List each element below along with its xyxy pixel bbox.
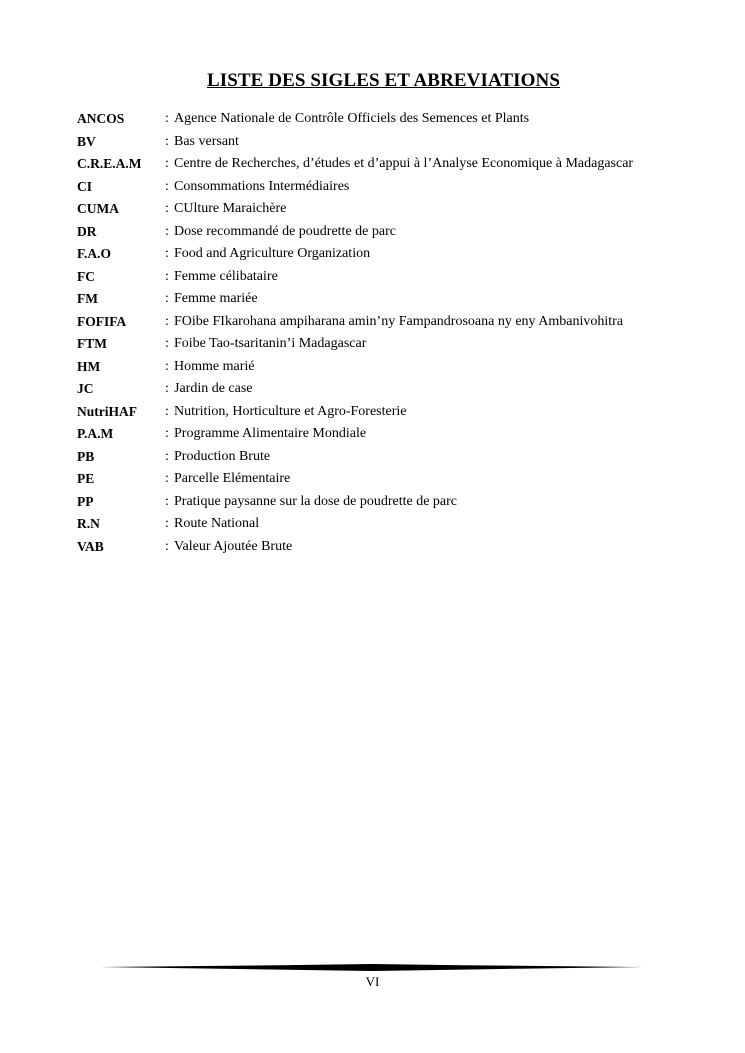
abbreviation-definition: Nutrition, Horticulture et Agro-Foresterie	[174, 403, 407, 419]
abbreviation-separator: :	[165, 403, 169, 419]
abbreviation-separator: :	[165, 336, 169, 351]
abbreviation-row	[77, 243, 717, 266]
abbreviation-term: VAB	[77, 538, 104, 554]
abbreviation-term: DR	[77, 223, 97, 239]
abbreviation-separator: :	[165, 111, 169, 126]
abbreviation-definition: FOibe FIkarohana ampiharana amin’ny Fampandrosoana ny eny Ambanivohitra	[174, 313, 624, 329]
abbreviation-definition: Femme mariée	[174, 291, 258, 306]
abbreviation-definition: Dose recommandé de poudrette de parc	[174, 223, 396, 239]
abbreviation-row	[77, 423, 717, 446]
abbreviation-row	[77, 468, 717, 491]
page-title	[0, 70, 745, 92]
abbreviation-term: R.N	[77, 516, 100, 531]
abbreviation-term: PB	[77, 448, 95, 464]
abbreviation-row	[77, 198, 717, 221]
abbreviation-separator: :	[165, 268, 169, 284]
abbreviation-separator: :	[165, 223, 169, 239]
abbreviation-separator: :	[165, 313, 169, 329]
abbreviation-row	[77, 153, 717, 176]
abbreviation-row	[77, 288, 717, 311]
abbreviation-term: FC	[77, 268, 95, 284]
abbreviation-definition: Femme célibataire	[174, 268, 278, 284]
abbreviation-term: NutriHAF	[77, 403, 137, 419]
abbreviation-separator: :	[165, 156, 169, 171]
abbreviation-term: BV	[77, 133, 96, 149]
abbreviation-term: JC	[77, 381, 94, 396]
abbreviation-separator: :	[165, 246, 169, 261]
abbreviation-definition: Production Brute	[174, 448, 271, 464]
abbreviation-term: FOFIFA	[77, 313, 127, 329]
abbreviation-term: F.A.O	[77, 246, 112, 261]
abbreviation-definition: Bas versant	[174, 133, 239, 149]
abbreviation-term: CI	[77, 178, 93, 194]
footer-divider	[100, 962, 642, 972]
footer-divider-shape	[100, 964, 642, 971]
abbreviation-definition: Pratique paysanne sur la dose de poudrette de parc	[174, 493, 458, 509]
abbreviation-row	[77, 401, 717, 424]
abbreviation-row	[77, 378, 717, 401]
abbreviation-row	[77, 131, 717, 154]
abbreviation-row	[77, 266, 717, 289]
abbreviation-row	[77, 446, 717, 469]
abbreviation-separator: :	[165, 178, 169, 194]
abbreviation-term: PP	[77, 493, 94, 509]
abbreviation-definition: Route National	[174, 516, 260, 531]
abbreviation-definition: Food and Agriculture Organization	[174, 246, 371, 261]
abbreviation-row	[77, 333, 717, 356]
page-number	[0, 974, 745, 990]
page-title-text: LISTE DES SIGLES ET ABREVIATIONS	[206, 70, 561, 91]
abbreviation-separator: :	[165, 381, 169, 396]
abbreviation-term: CUMA	[77, 201, 119, 216]
abbreviation-list	[77, 108, 717, 558]
abbreviation-separator: :	[165, 493, 169, 509]
abbreviation-separator: :	[165, 448, 169, 464]
abbreviation-separator: :	[165, 133, 169, 149]
abbreviation-separator: :	[165, 291, 169, 306]
abbreviation-definition: Agence Nationale de Contrôle Officiels des Semences et Plants	[174, 111, 530, 126]
page-number-text: VI	[365, 974, 380, 989]
abbreviation-separator: :	[165, 426, 169, 441]
abbreviation-definition: Valeur Ajoutée Brute	[174, 538, 293, 554]
abbreviation-row	[77, 221, 717, 244]
abbreviation-row	[77, 356, 717, 379]
abbreviation-row	[77, 176, 717, 199]
abbreviation-separator: :	[165, 201, 169, 216]
abbreviation-definition: Consommations Intermédiaires	[174, 178, 350, 194]
abbreviation-row	[77, 108, 717, 131]
abbreviation-term: C.R.E.A.M	[77, 156, 142, 171]
abbreviation-definition: Programme Alimentaire Mondiale	[174, 426, 367, 441]
abbreviation-row	[77, 311, 717, 334]
abbreviation-term: P.A.M	[77, 426, 114, 441]
abbreviation-row	[77, 536, 717, 559]
abbreviation-separator: :	[165, 358, 169, 374]
abbreviation-row	[77, 491, 717, 514]
abbreviation-definition: Homme marié	[174, 358, 255, 374]
abbreviation-separator: :	[165, 516, 169, 531]
abbreviation-definition: Parcelle Elémentaire	[174, 471, 291, 486]
abbreviation-term: PE	[77, 471, 95, 486]
abbreviation-term: ANCOS	[77, 111, 125, 126]
abbreviation-term: HM	[77, 358, 101, 374]
abbreviation-term: FTM	[77, 336, 107, 351]
abbreviation-separator: :	[165, 538, 169, 554]
abbreviation-definition: CUlture Maraichère	[174, 201, 287, 216]
abbreviation-row	[77, 513, 717, 536]
abbreviation-separator: :	[165, 471, 169, 486]
abbreviation-definition: Foibe Tao-tsaritanin’i Madagascar	[174, 336, 367, 351]
abbreviation-definition: Jardin de case	[174, 381, 253, 396]
abbreviation-definition: Centre de Recherches, d’études et d’appui à l’Analyse Economique à Madagascar	[174, 156, 634, 171]
abbreviation-term: FM	[77, 291, 98, 306]
